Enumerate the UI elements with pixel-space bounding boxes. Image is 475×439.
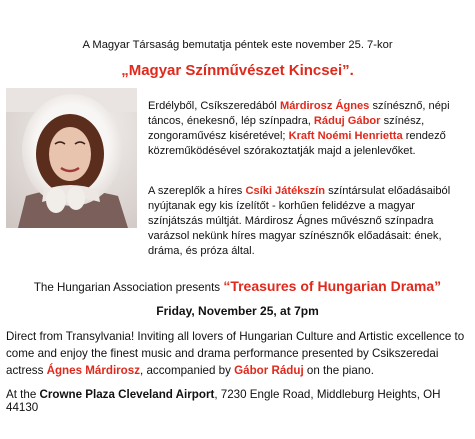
text-run: rendező közreműködésével szórakoztatják majd a jelenlevőket. xyxy=(148,130,446,157)
venue-name: Crowne Plaza Cleveland Airport xyxy=(39,388,215,401)
venue-line xyxy=(6,388,472,414)
text-run: Direct from Transylvania! Inviting all lovers of Hungarian Culture and Artistic excellence to come and enjoy the finest music and drama performance presented by Csikszeredai actress xyxy=(6,330,465,377)
intro-hungarian: A Magyar Társaság bemutatja péntek este november 25. 7-kor xyxy=(82,39,393,51)
name-highlight: Csíki Játékszín xyxy=(245,185,325,197)
name-highlight: Ráduj Gábor xyxy=(313,115,381,127)
english-headline xyxy=(0,278,475,294)
portrait-photo-icon xyxy=(6,88,137,228)
venue-address: , 7230 Engle Road, Middleburg Heights, OH 44130 xyxy=(6,388,441,414)
text-run: Erdélyből, Csíkszeredából xyxy=(148,100,280,112)
text-run: on the piano. xyxy=(303,364,374,377)
presents-text: The Hungarian Association presents xyxy=(33,281,224,294)
text-run: színész, zongoraművész kiséretével; xyxy=(148,115,425,142)
text-run: At the xyxy=(6,388,40,401)
hungarian-paragraph-1 xyxy=(148,99,468,159)
text-run: A szereplők a híres xyxy=(148,185,246,197)
title-english: “Treasures of Hungarian Drama” xyxy=(223,278,442,294)
text-run: színtársulat előadásaiból nyújtanak egy kis ízelítőt - korhűen felidézve a magyar színjátszás múltját. Márdirosz Ágnes művésznő színpadra varázsol nekünk híres magyar színésznők előadásait: ének, dráma, és próza által. xyxy=(148,185,451,257)
text-run: , accompanied by xyxy=(140,364,235,377)
title-hungarian: „Magyar Színművészet Kincsei”. xyxy=(121,62,354,79)
name-highlight: Ágnes Márdirosz xyxy=(46,364,141,377)
name-highlight: Kraft Noémi Henrietta xyxy=(288,130,403,142)
name-highlight: Márdirosz Ágnes xyxy=(279,100,370,112)
text-run: színésznő, népi táncos, énekesnő, lép színpadra, xyxy=(148,100,450,127)
hungarian-paragraph-2 xyxy=(148,184,468,259)
english-paragraph xyxy=(6,328,472,379)
portrait-illustration xyxy=(6,88,137,228)
name-highlight: Gábor Ráduj xyxy=(234,364,304,377)
event-date: Friday, November 25, at 7pm xyxy=(156,304,319,318)
